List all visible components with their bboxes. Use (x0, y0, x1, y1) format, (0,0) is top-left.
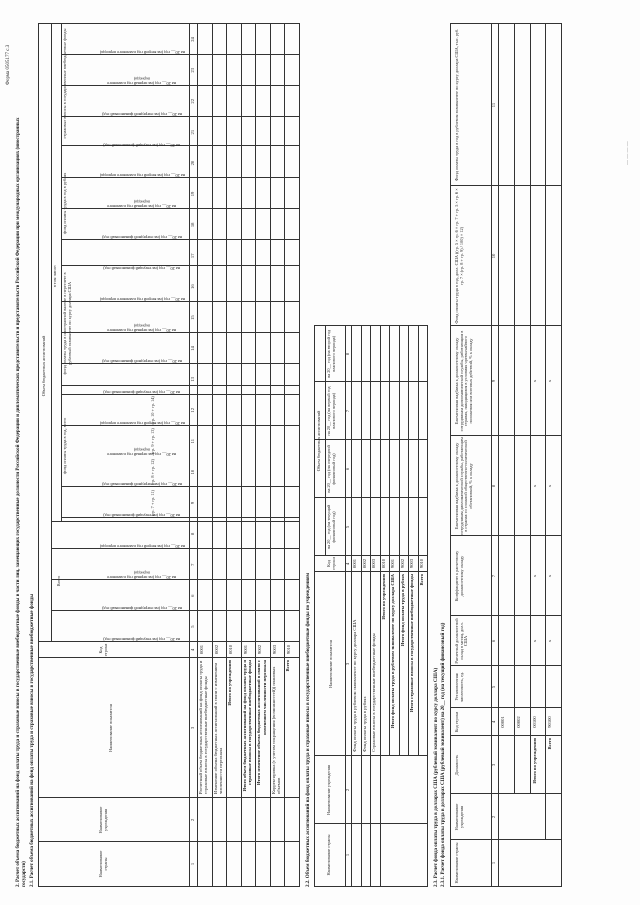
year-header: на 20__ год (на второй год планового периода) (99, 173, 185, 179)
table-row-label: Фонд оплаты труда в рублевом эквиваленте по курсу доллара США (352, 619, 357, 752)
row-rule (530, 24, 531, 794)
table-row-label: Всего (418, 574, 424, 586)
column-header: Ежемесячная надбавка к должностному окладу сотрудникам дипломатической службы, работающим в странах со сложной общественно-политической обстановкой, % к окладу (454, 437, 474, 535)
column-number: 2 (345, 788, 350, 792)
column-number: 4 (190, 648, 195, 652)
column-rule (61, 394, 299, 395)
year-header: на 20__ год (на первый год планового периода) (107, 199, 177, 210)
table-row-code: 00100 (531, 716, 537, 728)
table-row-code: 9010 (286, 644, 292, 655)
table-row-code: 0001 (199, 644, 204, 655)
column-number: 9 (190, 501, 195, 505)
table-row-label: Корректировка (с учетом сокращения (возможностей)) плановых объемов (270, 666, 282, 794)
row-rule (498, 24, 499, 886)
section21-title: 2.1. Расчет объема бюджетных ассигнований на фонд оплаты труда и страховые взносы в государственные внебюджетные фонды (30, 593, 35, 887)
table-row-code: 0002 (213, 644, 219, 655)
row-rule (514, 24, 515, 794)
year-header: на 20__ год (на текущий финансовый год) (103, 513, 181, 519)
column-number: 19 (190, 191, 195, 197)
t21-h-fot-rub: фонд оплаты труда в год в рублях (62, 172, 67, 235)
column-header: Наименование страны (454, 842, 459, 884)
table-row-label: Итого объем бюджетных ассигнований на фонд оплаты труда и страховые взносы в государственные внебюджетные фонды (241, 660, 252, 792)
column-number: 8 (491, 484, 496, 488)
table-row-label: Итого изменение объема бюджетных ассигнований в связи с изменением численности персонала (256, 660, 267, 786)
table-row-code: 9002 (399, 558, 405, 569)
x-mark: x (547, 574, 553, 578)
column-number: 8 (190, 532, 195, 536)
table-row-label: Фонд оплаты труда в рублях (361, 696, 367, 752)
column-header: Коэффициент к расчетному должностному окладу (454, 550, 464, 602)
t22-h-y1: на 20__ год (на текущий финансовый год) (326, 504, 336, 550)
table-row-code: 9002 (257, 644, 263, 655)
column-number: 8 (345, 352, 350, 356)
x-mark: x (531, 639, 537, 643)
table-row-code: 9010 (418, 558, 424, 569)
column-number: 15 (190, 315, 195, 320)
column-rule (61, 85, 299, 86)
column-number: 3 (491, 763, 496, 767)
column-number: 7 (190, 563, 195, 566)
table-row-code: 00002 (515, 716, 521, 728)
table-row-label: Изменение объема бюджетных ассигнований в связи с изменением численности персонала (212, 662, 223, 794)
x-mark: x (547, 379, 553, 383)
column-number: 4 (345, 562, 350, 566)
section22-title: 2.2. Объем бюджетных ассигнований на фонд оплаты труда и страховые взносы в государственные внебюджетные фонды по учреждениям (306, 572, 311, 887)
year-header: на 20__ год (на второй год планового периода) (99, 544, 185, 550)
t22-h-y2: на 20__ год (на очередной финансовый год) (326, 445, 336, 493)
column-number: 6 (190, 594, 195, 597)
t21-h-fot-usd: фонд оплаты труда в иностранной валюте в пересчете в рублевый эквивалент по курсу доллара США (62, 272, 72, 375)
table-row-label: Всего (285, 660, 291, 672)
column-number: 5 (190, 625, 195, 628)
table-row-code: 0002 (361, 558, 367, 569)
year-header: на 20__ год (на текущий финансовый год) (103, 142, 181, 148)
t21-h-indicator: Наименование показателя (108, 704, 113, 752)
column-header: Установленная численность, ед. (454, 671, 464, 703)
t22-h-vol: Объем бюджетных ассигнований (316, 410, 321, 472)
column-number: 5 (345, 525, 350, 529)
column-number: 21 (190, 129, 195, 135)
t21-h-ins: страховые взносы в государственные внебюджетные фонды (62, 28, 67, 139)
x-mark: x (531, 574, 537, 578)
column-header: Фонд оплаты труда в год, долл. США ((гр. 5 × гр. 6 × гр. 7 + гр. 5 × гр. 6 × гр. 7 × (гр. 8 + гр. 9) / 100) × 12) (454, 188, 464, 324)
column-number: 4 (491, 720, 496, 724)
table-row-label: Всего (547, 738, 553, 750)
column-number: 2 (190, 818, 195, 822)
year-header: на 20__ год (на первый год планового периода) (107, 446, 177, 457)
table-2-3 (450, 23, 562, 887)
column-number: 13 (190, 377, 195, 382)
year-header: на 20__ год (на очередной финансовый год) (102, 358, 182, 364)
t21-h-total: Всего (56, 575, 61, 587)
column-number: 20 (190, 160, 195, 166)
table-2-2 (314, 325, 428, 887)
t22-h-y3: на 20__ год (на первый год планового периода) (326, 386, 336, 436)
column-number: 24 (190, 37, 195, 42)
column-number: 16 (190, 284, 195, 289)
column-number: 22 (190, 98, 195, 104)
column-number: 11 (190, 438, 195, 444)
row-rule (545, 24, 546, 840)
t21-h-fot: фонд оплаты труда в год, всего (62, 417, 67, 475)
table-row-label: Итого по учреждению (227, 660, 233, 706)
t21-h-volume: Объем бюджетных ассигнований (41, 335, 46, 397)
column-number: 11 (491, 102, 496, 108)
t21-h-inst: Наименование учреждения (98, 806, 108, 834)
column-number: 7 (491, 574, 496, 578)
x-mark: x (531, 379, 537, 383)
year-header: на 20__ год (на очередной финансовый год) (102, 606, 182, 612)
column-number: 14 (190, 346, 195, 351)
t22-h-code: Код строки (326, 557, 336, 570)
column-number: 10 (190, 469, 195, 475)
column-header: Должность (454, 754, 459, 776)
table-row-code: 00001 (500, 716, 505, 728)
year-header: на 20__ год (на очередной финансовый год) (102, 235, 182, 241)
year-header: на 20__ год (на очередной финансовый год) (102, 482, 182, 488)
t22-h-y4: на 20__ год (на второй год планового периода) (326, 329, 336, 379)
year-header: на 20__ год (на первый год планового периода) (107, 76, 177, 86)
column-number: 1 (190, 862, 195, 866)
year-header: на 20__ год (на второй год планового периода) (99, 420, 185, 426)
column-number: 2 (491, 815, 496, 819)
table-row-code: 90100 (547, 716, 553, 728)
x-mark: x (547, 639, 553, 643)
t22-h-country: Наименование страны (326, 834, 331, 876)
table-row-label: Страховые взносы в государственные внебюджетные фонды (371, 633, 376, 752)
section2-title: 2. Расчет объема бюджетных ассигнований на фонд оплаты труда и страховые взносы в государственные внебюджетные фонды в части лиц, замещающих государственные должности Российской Федерации и дипломатических представительств и представительств Российской Федерации при международных организациях (иностранных государств) (16, 117, 27, 887)
column-number: 3 (345, 662, 350, 666)
year-header: на 20__ год (на первый год планового периода) (107, 323, 177, 333)
column-number: 1 (491, 861, 496, 865)
formula-label: (гр. 8 + гр. 12) (150, 459, 155, 486)
table-row-label: Расчетный объем бюджетных ассигнований на фонд оплаты труда и страховые взносы в государственные внебюджетные фонды (198, 660, 209, 794)
formula-label: (гр. 10 + гр. 14) (150, 396, 155, 425)
t21-h-incl: в том числе: (52, 264, 57, 288)
section231-title: 2.3.1. Расчет фонда оплаты труда в долларах США (рублевый эквивалент) на 20__ год (на текущий финансовый год) (441, 622, 446, 887)
table-row-label: Итого по учреждению (531, 738, 537, 784)
column-header: Фонд оплаты труда в год в рублевом эквиваленте по курсу доллара США, тыс. руб. (454, 28, 459, 182)
column-rule (61, 332, 299, 333)
table-row-label: Итого фонд оплаты труда в рублевом эквиваленте по курсу доллара США (390, 574, 395, 729)
column-number: 3 (190, 726, 195, 730)
t22-h-inst: Наименование учреждения (326, 765, 331, 815)
column-header: Наименование учреждения (454, 803, 464, 831)
column-header: Расчетный должностной оклад в месяц, долл. США (454, 618, 469, 664)
column-number: 17 (190, 253, 195, 259)
column-header: Ежемесячная надбавка к должностному окладу сотрудникам дипломатической службы, работающим в странах, находящихся в условиях чрезвычайного положения или военных действий, % к окладу (454, 330, 474, 432)
year-header: на 20__ год (на первый год планового периода) (107, 570, 177, 581)
year-header: на 20__ год (на текущий финансовый год) (103, 637, 181, 642)
table-row-code: 0010 (380, 558, 386, 569)
column-number: 5 (491, 685, 496, 689)
year-header: на 20__ год (на второй год планового периода) (99, 297, 185, 303)
column-header: Код строки (454, 711, 459, 733)
year-header: на 20__ год (на текущий финансовый год) (103, 389, 181, 395)
table-row-label: Итого по учреждению (380, 574, 386, 620)
t22-h-indicator: Наименование показателя (328, 640, 333, 688)
column-number: 9 (491, 379, 496, 383)
formula-label: (гр. 9 + гр. 13) (150, 428, 155, 455)
table-row-code: 9001 (390, 558, 395, 569)
column-number: 10 (491, 253, 496, 259)
section23-title: 2.3. Расчет фонда оплаты труда в долларах США (рублевый эквивалент по курсу доллара США) (434, 667, 439, 887)
footer-marks: — — — — (626, 141, 631, 165)
table-row-code: 9003 (271, 644, 277, 655)
table-row-code: 0001 (352, 558, 357, 569)
table-row-code: 0003 (371, 558, 376, 569)
column-rule (61, 209, 299, 210)
x-mark: x (531, 484, 537, 488)
column-rule (61, 518, 299, 519)
column-number: 1 (345, 853, 350, 857)
column-number: 18 (190, 222, 195, 228)
table-row-label: Итого страховые взносы в государственные внебюджетные фонды (409, 574, 414, 713)
table-row-code: 0010 (228, 644, 234, 655)
year-header: на 20__ год (на текущий финансовый год) (103, 266, 181, 272)
column-number: 7 (345, 409, 350, 413)
formula-label: (гр. 7 + гр. 11) (150, 490, 155, 516)
column-number: 6 (491, 639, 496, 643)
column-number: 23 (190, 68, 195, 73)
x-mark: x (547, 484, 553, 488)
t21-h-code: Код строки (98, 643, 108, 657)
table-row-code: 9003 (409, 558, 414, 569)
form-code: Форма 0505177 с.3 (6, 44, 11, 85)
table-2-1 (38, 23, 300, 887)
column-number: 6 (345, 467, 350, 471)
table-row-label: Итого фонд оплаты труда в рублях (399, 574, 405, 647)
year-header: на 20__ год (на очередной финансовый год) (102, 111, 182, 117)
t21-h-country: Наименование страны (98, 850, 108, 878)
table-row-code: 9001 (242, 644, 248, 655)
year-header: на 20__ год (на второй год планового периода) (99, 49, 185, 55)
column-number: 12 (190, 407, 195, 413)
